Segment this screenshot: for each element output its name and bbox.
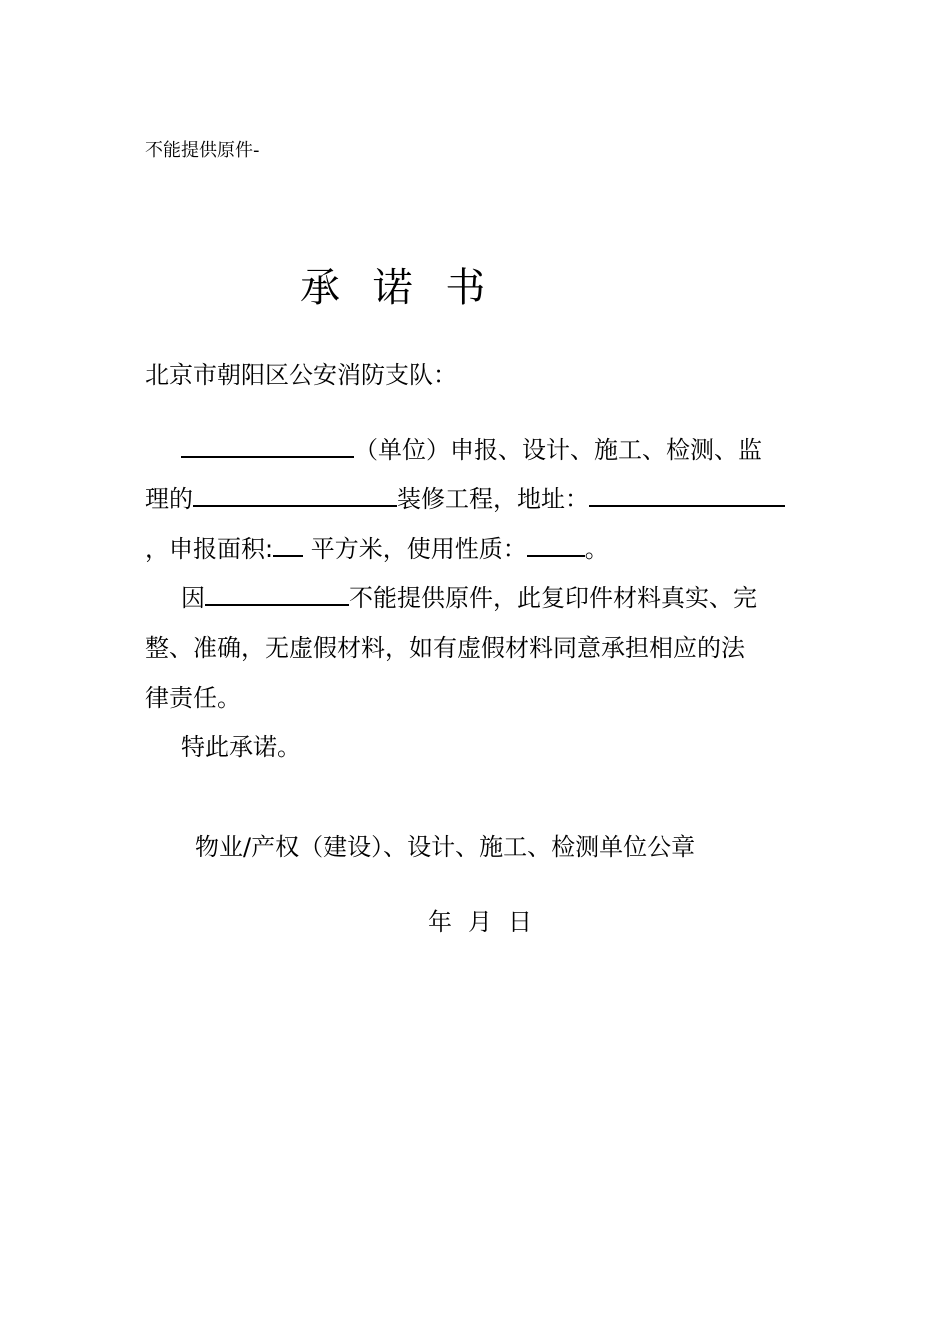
date-line bbox=[428, 906, 532, 938]
para2-line1-text: 不能提供原件，此复印件材料真实、完 bbox=[349, 584, 757, 612]
para2-line1-prefix: 因 bbox=[181, 584, 205, 612]
para1-line3-prefix: ，申报面积: bbox=[145, 535, 274, 563]
header-note: 不能提供原件- bbox=[145, 140, 260, 161]
seal-text: 物业/产权（建设）、设计、施工、检测单位公章 bbox=[195, 833, 696, 861]
para2-line1 bbox=[181, 582, 757, 614]
date-year: 年 bbox=[428, 908, 452, 936]
area-blank[interactable] bbox=[273, 533, 303, 557]
usage-blank[interactable] bbox=[527, 533, 585, 557]
para1-line3-middle: 平方米，使用性质： bbox=[303, 535, 527, 563]
para2-line2: 整、准确，无虚假材料，如有虚假材料同意承担相应的法 bbox=[145, 634, 745, 662]
para1-line2-prefix: 理的 bbox=[145, 485, 193, 513]
project-blank[interactable] bbox=[193, 483, 397, 507]
para1-line1 bbox=[181, 434, 762, 466]
date-day: 日 bbox=[508, 908, 532, 936]
para1-line3-end: 。 bbox=[584, 535, 609, 563]
para1-line2-middle: 装修工程，地址： bbox=[397, 485, 589, 513]
document-title: 承 诺 书 bbox=[300, 265, 496, 311]
para2-line3: 律责任。 bbox=[145, 684, 241, 712]
address-blank[interactable] bbox=[589, 483, 785, 507]
closing-statement: 特此承诺。 bbox=[181, 733, 301, 761]
unit-blank[interactable] bbox=[181, 434, 354, 458]
reason-blank[interactable] bbox=[205, 582, 349, 606]
para1-line3 bbox=[145, 533, 609, 565]
date-month: 月 bbox=[468, 908, 492, 936]
addressee: 北京市朝阳区公安消防支队： bbox=[145, 361, 457, 389]
para1-line2 bbox=[145, 483, 785, 515]
para1-line1-text: （单位）申报、设计、施工、检测、监 bbox=[354, 436, 762, 464]
